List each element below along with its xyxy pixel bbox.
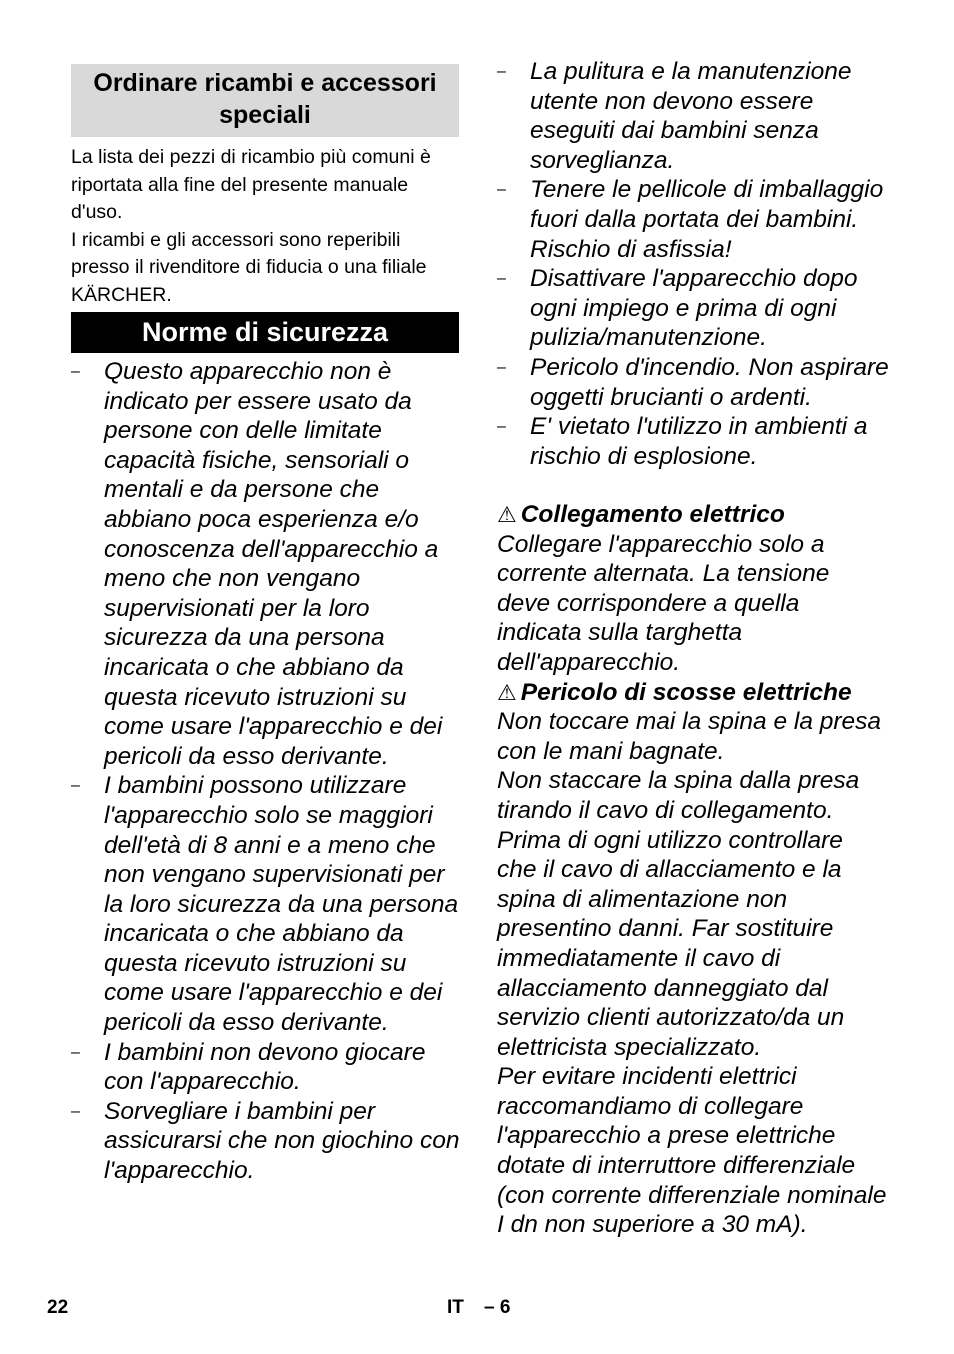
dash-icon: – bbox=[71, 1043, 80, 1061]
subheading-electrical-connection bbox=[497, 500, 889, 530]
paragraph: I ricambi e gli accessori sono reperibili presso il rivenditore di fiducia o una filiale KÄRCHER. bbox=[71, 228, 427, 306]
list-item bbox=[71, 357, 463, 771]
paragraph: Prima di ogni utilizzo controllare che il cavo di allacciamento e la spina di alimentazione non presentino danni. Far sostituire immediatamente il cavo di allacciamento danneggiato dal servizio clienti autorizzato/da un elettricista specializzato. bbox=[497, 826, 845, 1061]
list-item-text: La pulitura e la manutenzione utente non devono essere eseguiti dai bambini senza sorveglianza. bbox=[530, 58, 852, 174]
paragraph: Collegare l'apparecchio solo a corrente alternata. La tensione deve corrispondere a quella indicata sulla targhetta dell'apparecchio. bbox=[497, 530, 830, 676]
subheading-text: Collegamento elettrico bbox=[520, 501, 785, 528]
language-code: IT bbox=[447, 1297, 464, 1318]
warning-icon: ⚠ bbox=[497, 679, 517, 705]
page-number: 22 bbox=[47, 1297, 69, 1318]
list-item bbox=[497, 175, 889, 264]
paragraph: Non staccare la spina dalla presa tirando il cavo di collegamento. bbox=[497, 767, 860, 824]
list-item-text: Tenere le pellicole di imballaggio fuori dalla portata dei bambini. Rischio di asfissia! bbox=[530, 176, 884, 263]
list-item-text: Disattivare l'apparecchio dopo ogni impiego e prima di ogni pulizia/manutenzione. bbox=[530, 265, 858, 352]
list-item-text: I bambini possono utilizzare l'apparecchio solo se maggiori dell'età di 8 anni e a meno che non vengano supervisionati per la loro sicurezza da una persona incaricata o che abbiano da questa ricevuto istruzioni su come usare l'apparecchio e dei pericoli da esso derivante. bbox=[104, 772, 459, 1037]
dash-icon: – bbox=[497, 270, 506, 288]
spare-parts-text bbox=[71, 144, 463, 309]
dash-icon: – bbox=[497, 418, 506, 436]
dash-icon: – bbox=[497, 63, 506, 80]
subheading-text: Pericolo di scosse elettriche bbox=[520, 678, 852, 706]
paragraph: Per evitare incidenti elettrici raccomandiamo di collegare l'apparecchio a prese elettriche dotate di interruttore differenziale (con corrente differenziale nominale I dn non superiore a 30 mA). bbox=[497, 1063, 887, 1239]
list-item bbox=[71, 1038, 463, 1097]
dash-icon: – bbox=[71, 1102, 80, 1120]
list-item-text: Questo apparecchio non è indicato per essere usato da persone con delle limitate capacità fisiche, sensoriali o mentali e da persone che abbiano poca esperienza e/o conoscenza dell'apparecchio a meno che non vengano supervisionati per la loro sicurezza da una persona incaricata o che abbiano da questa ricevuto istruzioni su come usare l'apparecchio e dei pericoli da esso derivante. bbox=[104, 358, 443, 770]
warning-icon: ⚠ bbox=[497, 502, 517, 527]
list-item-text: I bambini non devono giocare con l'apparecchio. bbox=[104, 1038, 426, 1096]
list-item-text: E' vietato l'utilizzo in ambienti a rischio di esplosione. bbox=[530, 413, 868, 470]
list-item bbox=[497, 264, 889, 353]
list-item bbox=[497, 353, 889, 412]
dash-icon: – bbox=[497, 181, 506, 199]
safety-list-continued bbox=[497, 57, 889, 471]
electrical-section bbox=[497, 500, 889, 1240]
section-heading-spare-parts: Ordinare ricambi e accessori speciali bbox=[71, 64, 459, 137]
dash-icon: – bbox=[497, 358, 506, 376]
paragraph: Non toccare mai la spina e la presa con le mani bagnate. bbox=[497, 708, 882, 765]
subheading-electric-shock bbox=[497, 678, 889, 708]
list-item-text: Sorvegliare i bambini per assicurarsi che non giochino con l'apparecchio. bbox=[104, 1097, 460, 1185]
list-item bbox=[71, 771, 463, 1037]
list-item bbox=[497, 57, 889, 175]
paragraph: La lista dei pezzi di ricambio più comuni è riportata alla fine del presente manuale d'uso. bbox=[71, 146, 431, 223]
dash-icon: – bbox=[71, 777, 80, 795]
section-page-number: – 6 bbox=[484, 1297, 511, 1318]
list-item bbox=[497, 412, 889, 471]
dash-icon: – bbox=[71, 363, 80, 380]
list-item bbox=[71, 1097, 463, 1186]
list-item-text: Pericolo d'incendio. Non aspirare oggetti brucianti o ardenti. bbox=[530, 353, 889, 411]
safety-list bbox=[71, 357, 463, 1186]
section-heading-safety: Norme di sicurezza bbox=[71, 312, 459, 353]
